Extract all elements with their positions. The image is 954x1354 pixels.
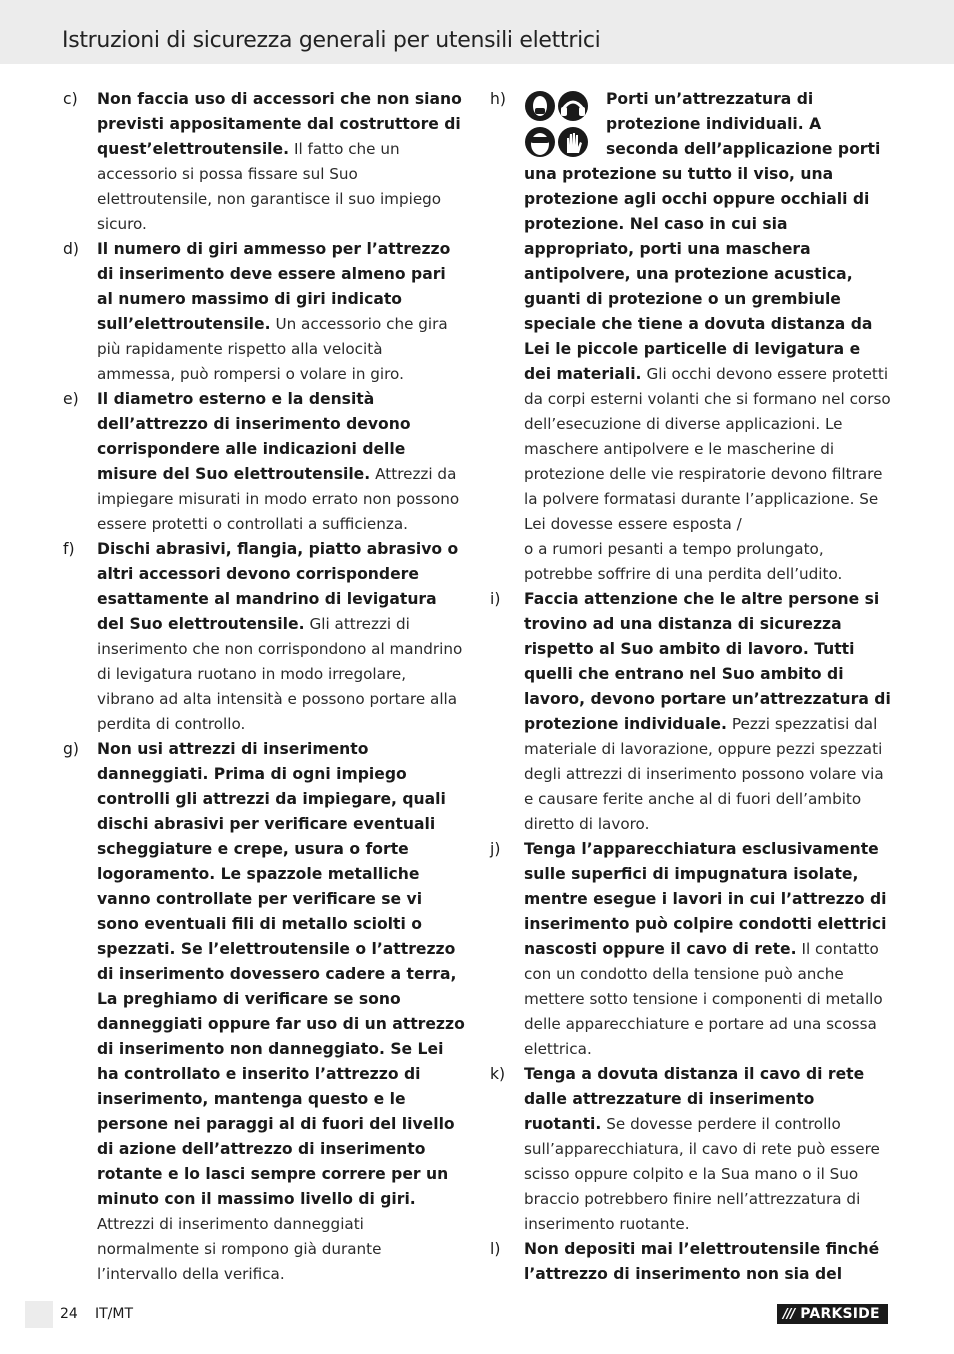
- item-label: e): [63, 390, 79, 408]
- item-label: f): [63, 540, 75, 558]
- ppe-icons: [524, 90, 590, 160]
- item-label: c): [63, 90, 78, 108]
- item-label: d): [63, 240, 79, 258]
- footer-marker: [25, 1301, 53, 1328]
- item-label: l): [490, 1240, 501, 1258]
- gloves-icon: [558, 127, 588, 157]
- item-bold-text: Non usi attrezzi di inserimento danneggiati. Prima di ogni impiego controlli gli attrezzi da impiegare, quali dischi abrasivi per verificare eventuali scheggiature e crepe, usura o forte logoramento. Le spazzole metalliche vanno controllate per verificare se vi sono eventuali fili di metallo sciolti o spezzati. Se l’elettroutensile o l’attrezzo di inserimento dovessero cadere a terra, La preghiamo di verificare se sono danneggiati oppure far uso di un attrezzo di inserimento non danneggiato. Se Lei ha controllato e inserito l’attrezzo di inserimento, mantenga questo e le persone nei paraggi al di fuori del livello di azione dell’attrezzo di inserimento rotante e lo lasci sempre correre per un minuto con il massimo livello di giri.: [97, 740, 465, 1208]
- item-normal-text: Attrezzi di inserimento danneggiati normalmente si rompono già durante l’intervallo della verifica.: [97, 1215, 382, 1283]
- left-column: [63, 87, 465, 1287]
- item-normal-text: Attrezzi da impiegare misurati in modo errato non possono essere protetti o controllati a sufficienza.: [97, 465, 460, 533]
- item-bold-text: Tenga a dovuta distanza il cavo di rete dalle attrezzature di inserimento ruotanti.: [524, 1065, 865, 1133]
- item-normal-text: Il fatto che un accessorio si possa fissare sul Suo elettroutensile, non garantisce il suo impiego sicuro.: [97, 140, 442, 233]
- item-normal-text: Il contatto con un condotto della tensione può anche mettere sotto tensione i componenti di metallo delle apparecchiature e portare ad una scossa elettrica.: [524, 940, 883, 1058]
- list-item-e: [63, 387, 465, 537]
- list-item-k: [490, 1062, 892, 1237]
- header-bar: [0, 0, 954, 64]
- page-title: Istruzioni di sicurezza generali per utensili elettrici: [62, 28, 601, 53]
- locale-code: IT/MT: [95, 1306, 134, 1322]
- item-label: g): [63, 740, 79, 758]
- list-item-c: [63, 87, 465, 237]
- brand-logo: [777, 1304, 888, 1324]
- page-number: 24: [60, 1306, 78, 1322]
- face-mask-icon: [525, 91, 555, 121]
- list-item-g: [63, 737, 465, 1287]
- item-normal-text-continued: o a rumori pesanti a tempo prolungato, potrebbe soffrire di una perdita dell’udito.: [524, 540, 843, 583]
- item-label: j): [490, 840, 501, 858]
- list-item-l: [490, 1237, 892, 1287]
- item-normal-text: Gli attrezzi di inserimento che non corrispondono al mandrino di levigatura ruotano in modo irregolare, vibrano ad alta intensità e possono portare alla perdita di controllo.: [97, 615, 463, 733]
- list-item-d: [63, 237, 465, 387]
- item-bold-text: Il diametro esterno e la densità dell’attrezzo di inserimento devono corrispondere alle indicazioni delle misure del Suo elettroutensile.: [97, 390, 411, 483]
- list-item-f: [63, 537, 465, 737]
- item-bold-text: Dischi abrasivi, flangia, piatto abrasivo o altri accessori devono corrispondere esattamente al mandrino di levigatura del Suo elettroutensile.: [97, 540, 459, 633]
- item-bold-text: Porti un’attrezzatura di protezione individuali. A seconda dell’applicazione porti una protezione su tutto il viso, una protezione agli occhi oppure occhiali di protezione. Nel caso in cui sia appropriato, porti una maschera antipolvere, una protezione acustica, guanti di protezione o un grembiule speciale che tiene a dovuta distanza da Lei le piccole particelle di levigatura e dei materiali.: [524, 90, 881, 383]
- item-bold-text: Non faccia uso di accessori che non siano previsti appositamente dal costruttore di quest’elettroutensile.: [97, 90, 462, 158]
- item-bold-text: Tenga l’apparecchiatura esclusivamente sulle superfici di impugnatura isolate, mentre esegue i lavori in cui l’attrezzo di inserimento può colpire condotti elettrici nascosti oppure il cavo di rete.: [524, 840, 887, 958]
- list-item-h: [490, 87, 892, 587]
- ear-protection-icon: [558, 91, 588, 121]
- item-label: h): [490, 90, 506, 108]
- item-normal-text: Gli occhi devono essere protetti da corpi esterni volanti che si formano nel corso dell’esecuzione di diverse applicazioni. Le maschere antipolvere e le mascherine di protezione delle vie respiratorie devono filtrare la polvere formatasi durante l’applicazione. Se Lei dovesse essere esposta /: [524, 365, 891, 533]
- item-label: i): [490, 590, 501, 608]
- item-bold-text: Faccia attenzione che le altre persone si trovino ad una distanza di sicurezza rispetto al Suo ambito di lavoro. Tutti quelli che entrano nel Suo ambito di lavoro, devono portare un’attrezzatura di protezione individuale.: [524, 590, 891, 733]
- list-item-j: [490, 837, 892, 1062]
- safety-goggles-icon: [525, 127, 555, 157]
- brand-stripes: ///: [783, 1306, 795, 1322]
- item-bold-text: Non depositi mai l’elettroutensile finché l’attrezzo di inserimento non sia del: [524, 1240, 880, 1283]
- item-normal-text: Un accessorio che gira più rapidamente rispetto alla velocità ammessa, può rompersi o volare in giro.: [97, 315, 448, 383]
- right-column: [490, 87, 892, 1287]
- item-normal-text: Se dovesse perdere il controllo sull’apparecchiatura, il cavo di rete può essere scisso oppure colpito e la Sua mano o il Suo braccio potrebbero finire nell’attrezzatura di inserimento ruotante.: [524, 1115, 880, 1233]
- brand-name: PARKSIDE: [800, 1306, 880, 1322]
- item-bold-text: Il numero di giri ammesso per l’attrezzo di inserimento deve essere almeno pari al numero massimo di giri indicato sull’elettroutensile.: [97, 240, 451, 333]
- item-label: k): [490, 1065, 506, 1083]
- item-normal-text: Pezzi spezzatisi dal materiale di lavorazione, oppure pezzi spezzati degli attrezzi di inserimento possono volare via e causare ferite anche al di fuori dell’ambito diretto di lavoro.: [524, 715, 884, 833]
- list-item-i: [490, 587, 892, 837]
